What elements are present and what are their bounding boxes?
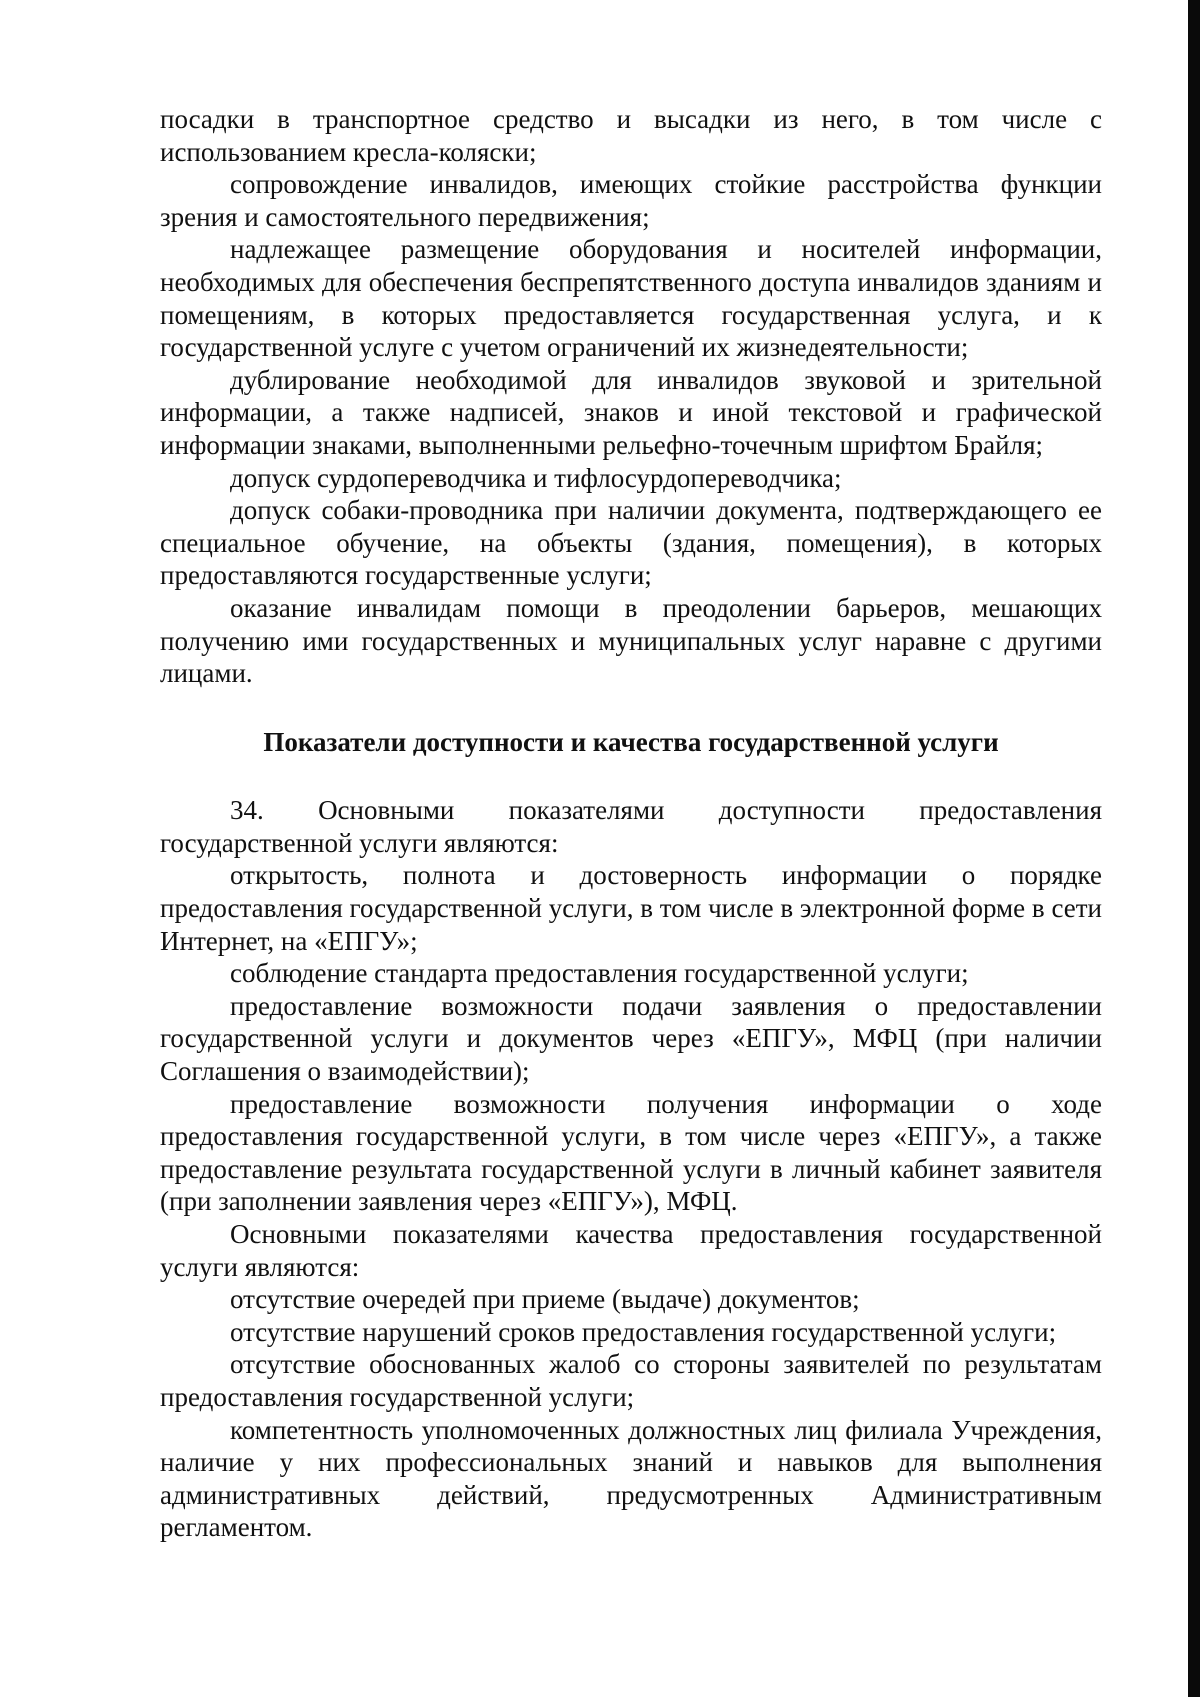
paragraph-escort: сопровождение инвалидов, имеющих стойкие расстройства функции зрения и самостоятельного передвижения; bbox=[160, 169, 1102, 232]
paragraph-standard: соблюдение стандарта предоставления государственной услуги; bbox=[230, 958, 969, 989]
paragraph-progress-info: предоставление возможности получения информации о ходе предоставления государственной услуги, в том числе через «ЕПГУ», а также предоставление результата государственной услуги в личный кабинет заявителя (при заполнении заявления через «ЕПГУ»), МФЦ. bbox=[160, 1088, 1102, 1217]
paragraph-guide-dog: допуск собаки-проводника при наличии документа, подтверждающего ее специальное обучение, на объекты (здания, помещения), в которых предоставляются государственные услуги; bbox=[160, 495, 1102, 591]
document-body bbox=[160, 103, 1102, 1544]
paragraph-openness: открытость, полнота и достоверность информации о порядке предоставления государственной услуги, в том числе в электронной форме в сети Интернет, на «ЕПГУ»; bbox=[160, 860, 1102, 956]
paragraph-no-delays: отсутствие нарушений сроков предоставления государственной услуги; bbox=[230, 1316, 1057, 1347]
paragraph-quality-indicators: Основными показателями качества предоставления государственной услуги являются: bbox=[160, 1219, 1102, 1282]
paragraph-application-submission: предоставление возможности подачи заявления о предоставлении государственной услуги и документов через «ЕПГУ», МФЦ (при наличии Соглашения о взаимодействии); bbox=[160, 990, 1102, 1087]
section-heading: Показатели доступности и качества государственной услуги bbox=[263, 726, 999, 757]
paragraph-no-complaints: отсутствие обоснованных жалоб со стороны заявителей по результатам предоставления государственной услуги; bbox=[160, 1349, 1102, 1412]
paragraph-assistance: оказание инвалидам помощи в преодолении барьеров, мешающих получению ими государственных и муниципальных услуг наравне с другими лицами. bbox=[160, 592, 1102, 689]
paragraph-equipment-placement: надлежащее размещение оборудования и носителей информации, необходимых для обеспечения беспрепятственного доступа инвалидов зданиям и помещениям, в которых предоставляется государственная услуга, и к государственной услуге с учетом ограничений их жизнедеятельности; bbox=[160, 234, 1102, 363]
paragraph-sign-interpreter: допуск сурдопереводчика и тифлосурдопереводчика; bbox=[230, 462, 842, 493]
paragraph-item-34: 34. Основными показателями доступности предоставления государственной услуги являются: bbox=[160, 795, 1102, 858]
scan-edge-border bbox=[1188, 0, 1200, 1697]
paragraph-no-queues: отсутствие очередей при приеме (выдаче) документов; bbox=[230, 1284, 860, 1315]
paragraph-braille: дублирование необходимой для инвалидов звуковой и зрительной информации, а также надписей, знаков и иной текстовой и графической информации знаками, выполненными рельефно-точечным шрифтом Брайля; bbox=[160, 364, 1102, 460]
paragraph-competence: компетентность уполномоченных должностных лиц филиала Учреждения, наличие у них профессиональных знаний и навыков для выполнения административных действий, предусмотренных Административным регламентом. bbox=[160, 1414, 1102, 1543]
paragraph-boarding: посадки в транспортное средство и высадки из него, в том числе с использованием кресла-коляски; bbox=[160, 104, 1102, 167]
